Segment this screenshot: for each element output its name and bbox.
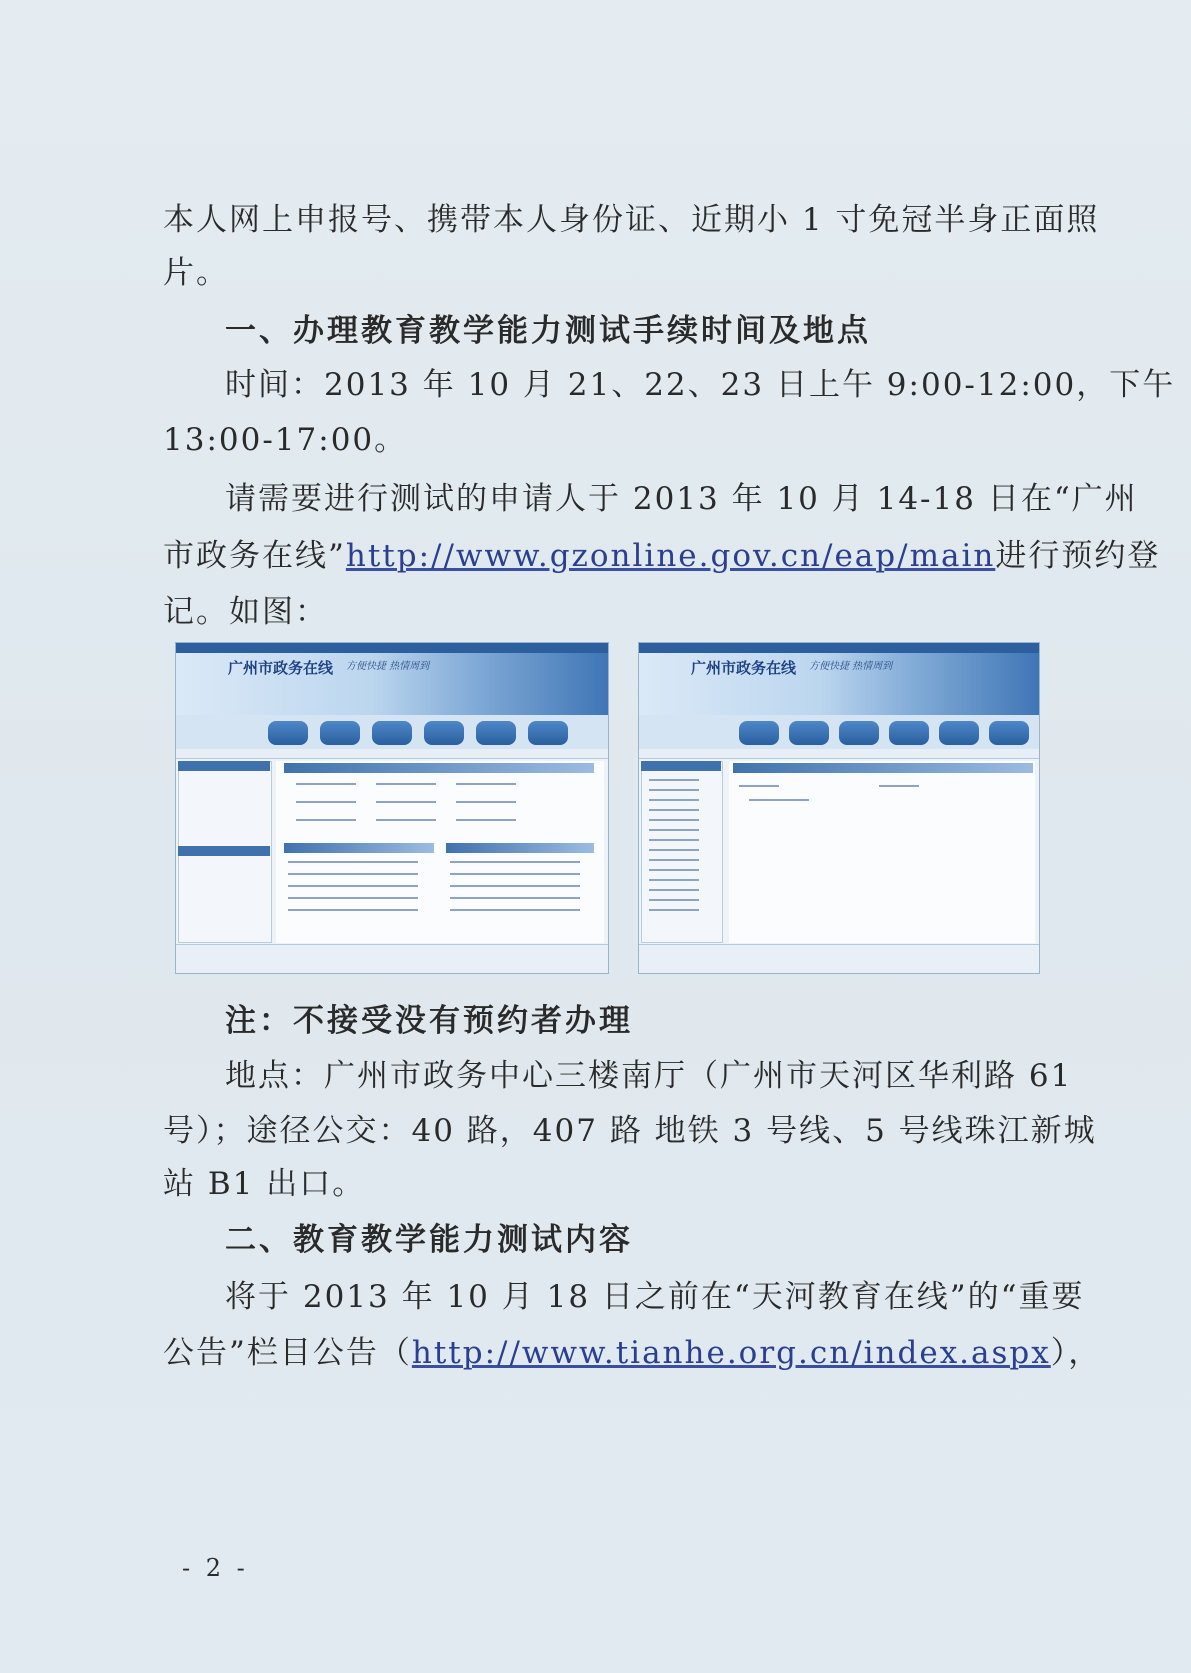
panel-header <box>733 763 1033 773</box>
category-row <box>649 889 699 891</box>
website-screenshot-booking <box>638 642 1040 974</box>
category-row <box>649 899 699 901</box>
sidebar-header <box>178 761 270 771</box>
link-row <box>376 819 436 821</box>
ticker-bar <box>639 749 1039 759</box>
news-row <box>288 885 418 887</box>
nav-button <box>989 721 1029 745</box>
news-row <box>450 897 580 899</box>
paragraph-line <box>163 536 1161 576</box>
page-number: - 2 - <box>182 1554 249 1582</box>
link-row <box>296 819 356 821</box>
news-row <box>288 861 418 863</box>
category-row <box>649 839 699 841</box>
sidebar-header <box>641 761 721 771</box>
link-row <box>456 801 516 803</box>
news-row <box>450 909 580 911</box>
gzonline-link[interactable]: http://www.gzonline.gov.cn/eap/main <box>345 538 996 574</box>
ticker-bar <box>176 749 608 759</box>
category-row <box>649 829 699 831</box>
paragraph-line <box>163 1333 1102 1373</box>
panel-header <box>284 763 594 773</box>
category-row <box>649 849 699 851</box>
website-screenshot-home <box>175 642 609 974</box>
paragraph-line: 片。 <box>163 255 229 291</box>
category-row <box>649 779 699 781</box>
nav-button <box>939 721 979 745</box>
news-row <box>288 873 418 875</box>
text-segment: ）， <box>1050 1335 1102 1371</box>
category-row <box>649 819 699 821</box>
table-row <box>749 799 809 801</box>
nav-button <box>424 721 464 745</box>
text-segment: 进行预约登 <box>995 538 1161 574</box>
section-heading-1: 一、办理教育教学能力测试手续时间及地点 <box>225 313 871 349</box>
paragraph-line: 号）；途径公交：40 路，407 路 地铁 3 号线、5 号线珠江新城 <box>163 1113 1097 1149</box>
category-row <box>649 809 699 811</box>
paragraph-line: 记。如图： <box>163 594 328 630</box>
link-row <box>296 801 356 803</box>
news-row <box>450 861 580 863</box>
nav-button <box>889 721 929 745</box>
section-heading-2: 二、教育教学能力测试内容 <box>225 1222 633 1258</box>
nav-button <box>739 721 779 745</box>
site-slogan: 方便快捷 热情周到 <box>346 661 430 672</box>
main-panel <box>729 761 1035 943</box>
top-bar <box>639 643 1039 653</box>
paragraph-line: 13:00-17:00。 <box>163 422 408 458</box>
panel-header <box>284 843 434 853</box>
nav-button <box>789 721 829 745</box>
link-row <box>376 783 436 785</box>
paragraph-line: 本人网上申报号、携带本人身份证、近期小 1 寸免冠半身正面照 <box>163 202 1100 238</box>
category-row <box>649 909 699 911</box>
nav-button <box>320 721 360 745</box>
note-line: 注：不接受没有预约者办理 <box>225 1003 633 1039</box>
nav-button <box>476 721 516 745</box>
nav-button <box>839 721 879 745</box>
nav-button <box>372 721 412 745</box>
category-row <box>649 879 699 881</box>
nav-button <box>528 721 568 745</box>
table-header-cell <box>879 785 919 787</box>
site-logo-title: 广州市政务在线 <box>228 659 334 677</box>
paragraph-line: 请需要进行测试的申请人于 2013 年 10 月 14-18 日在“广州 <box>225 481 1138 517</box>
panel-header <box>446 843 594 853</box>
news-row <box>288 909 418 911</box>
category-row <box>649 869 699 871</box>
nav-button <box>268 721 308 745</box>
text-segment: 市政务在线” <box>163 538 346 574</box>
paragraph-line: 地点：广州市政务中心三楼南厅（广州市天河区华利路 61 <box>225 1058 1073 1094</box>
site-slogan: 方便快捷 热情周到 <box>809 661 893 672</box>
sidebar-header <box>178 846 270 856</box>
news-row <box>450 885 580 887</box>
category-row <box>649 789 699 791</box>
table-header-cell <box>739 785 779 787</box>
paragraph-line: 将于 2013 年 10 月 18 日之前在“天河教育在线”的“重要 <box>225 1279 1085 1315</box>
tianhe-link[interactable]: http://www.tianhe.org.cn/index.aspx <box>411 1335 1051 1371</box>
category-row <box>649 799 699 801</box>
top-bar <box>176 643 608 653</box>
site-footer <box>639 944 1039 973</box>
link-row <box>296 783 356 785</box>
link-row <box>376 801 436 803</box>
text-segment: 公告”栏目公告（ <box>163 1335 412 1371</box>
site-logo-title: 广州市政务在线 <box>691 659 797 677</box>
news-row <box>288 897 418 899</box>
category-row <box>649 859 699 861</box>
site-footer <box>176 944 608 973</box>
news-row <box>450 873 580 875</box>
paragraph-line: 站 B1 出口。 <box>163 1166 366 1202</box>
link-row <box>456 783 516 785</box>
paragraph-line: 时间：2013 年 10 月 21、22、23 日上午 9:00-12:00，下午 <box>225 367 1176 403</box>
link-row <box>456 819 516 821</box>
